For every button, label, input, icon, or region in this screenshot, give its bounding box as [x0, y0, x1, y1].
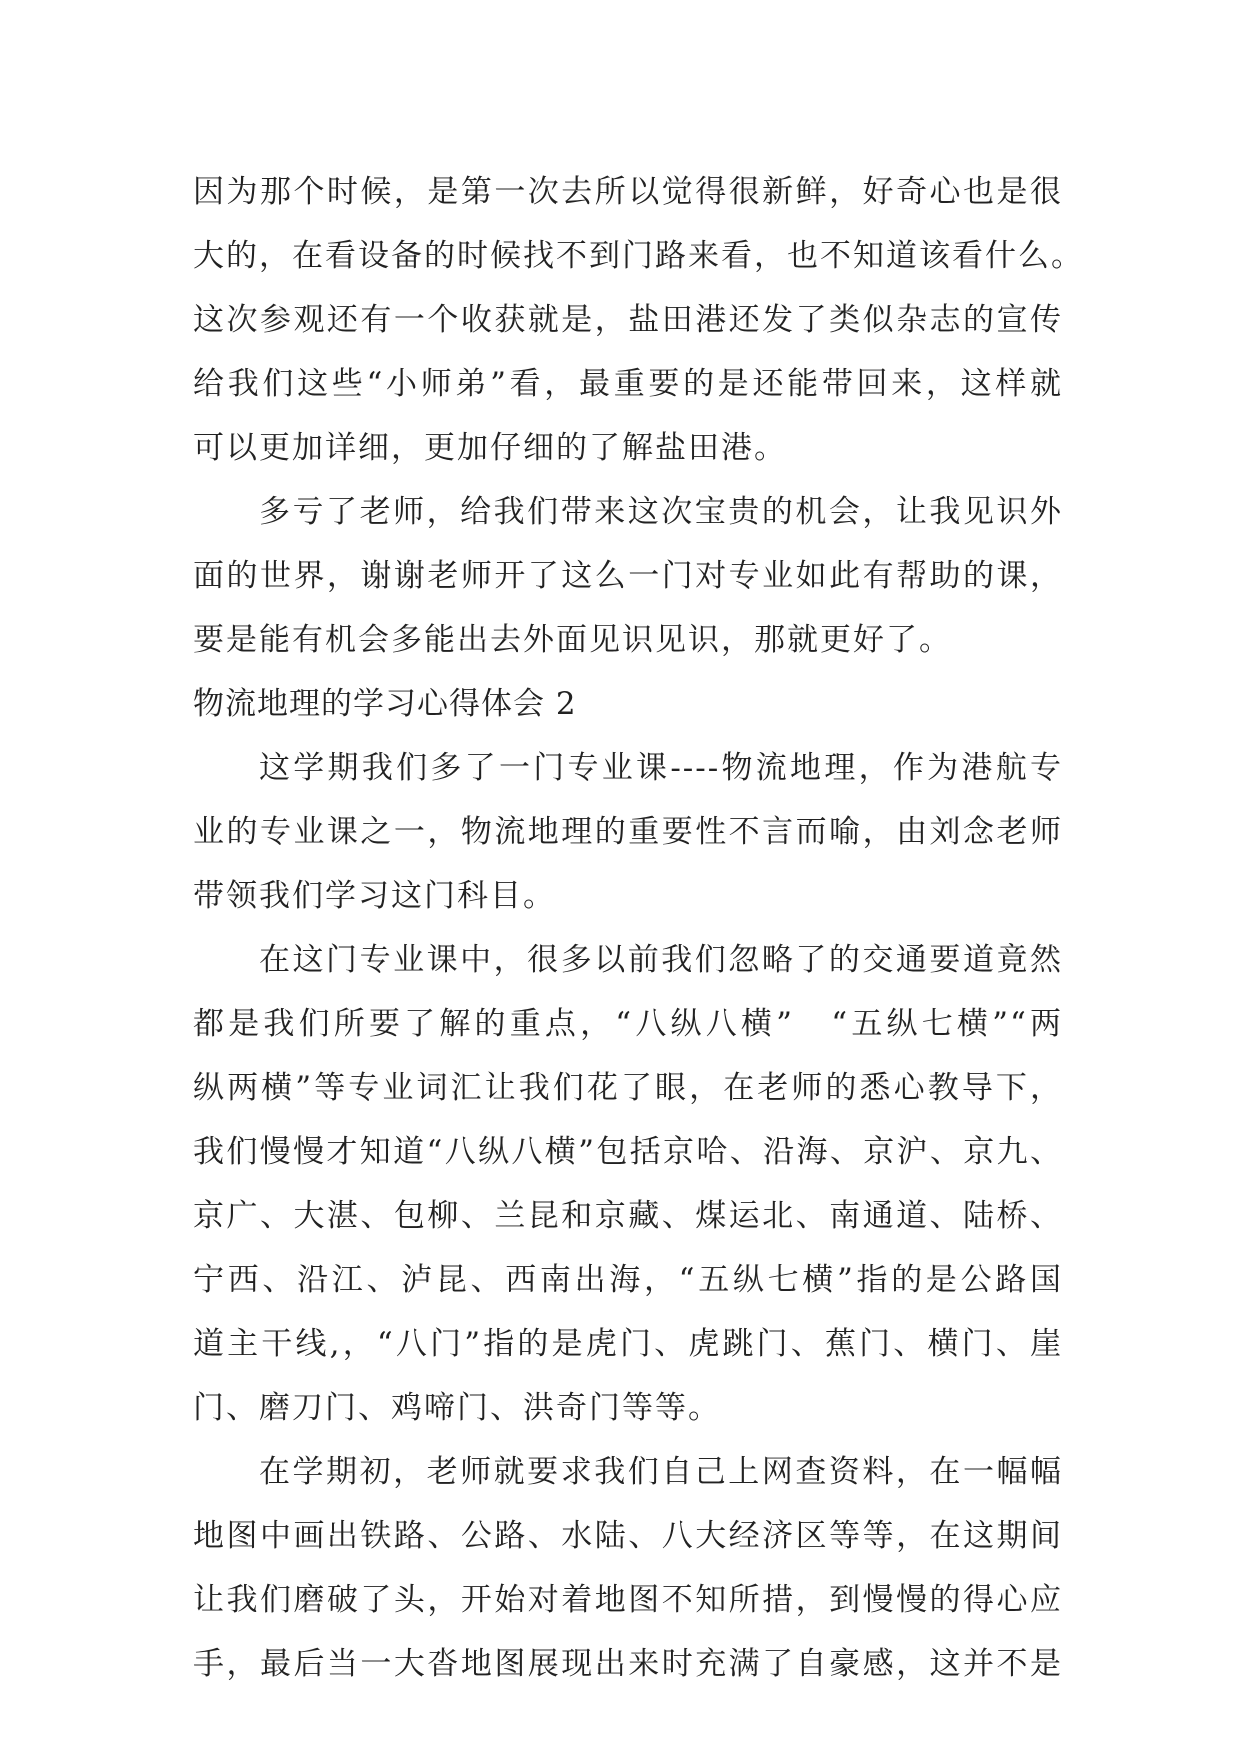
text-line: 大的，在看设备的时候找不到门路来看，也不知道该看什么。	[193, 238, 1084, 274]
text-line: 让我们磨破了头，开始对着地图不知所措，到慢慢的得心应	[193, 1582, 1063, 1618]
text-line: 门、磨刀门、鸡啼门、洪奇门等等。	[193, 1390, 721, 1426]
text-line: 我们慢慢才知道“八纵八横”包括京哈、沿海、京沪、京九、	[193, 1134, 1063, 1170]
text-line: 可以更加详细，更加仔细的了解盐田港。	[193, 430, 787, 466]
text-line: 京广、大湛、包柳、兰昆和京藏、煤运北、南通道、陆桥、	[193, 1198, 1063, 1234]
paragraph-start-line: 在学期初，老师就要求我们自己上网查资料，在一幅幅	[259, 1454, 1063, 1490]
paragraph-start-line: 这学期我们多了一门专业课----物流地理，作为港航专	[259, 750, 1063, 786]
text-line: 业的专业课之一，物流地理的重要性不言而喻，由刘念老师	[193, 814, 1063, 850]
text-line: 因为那个时候，是第一次去所以觉得很新鲜，好奇心也是很	[193, 174, 1063, 210]
text-line: 带领我们学习这门科目。	[193, 878, 556, 914]
section-heading: 物流地理的学习心得体会 2	[193, 686, 577, 722]
text-line: 都是我们所要了解的重点，“八纵八横” “五纵七横”“两	[193, 1006, 1063, 1042]
paragraph-start-line: 多亏了老师，给我们带来这次宝贵的机会，让我见识外	[259, 494, 1063, 530]
text-line: 纵两横”等专业词汇让我们花了眼，在老师的悉心教导下，	[193, 1070, 1063, 1106]
text-line: 这次参观还有一个收获就是，盐田港还发了类似杂志的宣传	[193, 302, 1063, 338]
text-line: 地图中画出铁路、公路、水陆、八大经济区等等，在这期间	[193, 1518, 1063, 1554]
text-line: 面的世界，谢谢老师开了这么一门对专业如此有帮助的课，	[193, 558, 1063, 594]
text-line: 道主干线,，“八门”指的是虎门、虎跳门、蕉门、横门、崖	[193, 1326, 1063, 1362]
paragraph-start-line: 在这门专业课中，很多以前我们忽略了的交通要道竟然	[259, 942, 1063, 978]
text-line: 宁西、沿江、泸昆、西南出海，“五纵七横”指的是公路国	[193, 1262, 1063, 1298]
text-line: 要是能有机会多能出去外面见识见识，那就更好了。	[193, 622, 952, 658]
text-line: 手，最后当一大沓地图展现出来时充满了自豪感，这并不是	[193, 1646, 1063, 1682]
document-page	[193, 160, 1084, 1696]
text-line: 给我们这些“小师弟”看，最重要的是还能带回来，这样就	[193, 366, 1063, 402]
